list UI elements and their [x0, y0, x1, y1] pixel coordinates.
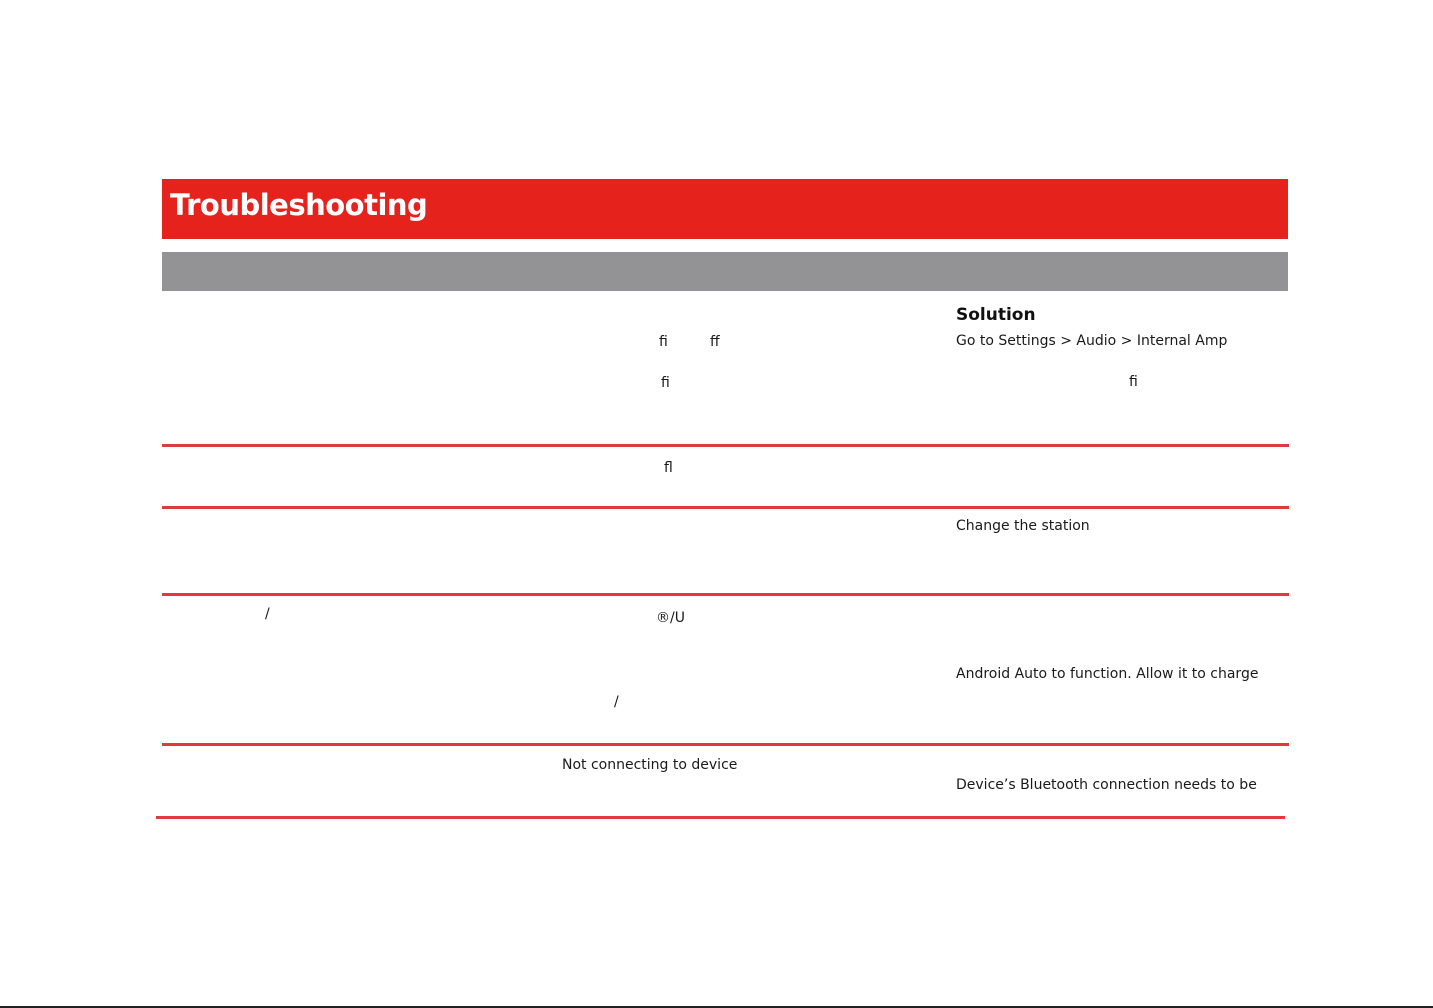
- row-divider-1: [162, 444, 1289, 447]
- row4-problem-slash: /: [614, 694, 619, 710]
- row1-solution-text: Go to Settings > Audio > Internal Amp: [956, 333, 1228, 349]
- row-divider-4: [162, 743, 1289, 746]
- row1-problem-ligature-fi: ﬁ: [659, 334, 668, 350]
- row4-item-slash: /: [265, 606, 270, 622]
- title-bar: [162, 179, 1288, 239]
- table-header-band: [162, 252, 1288, 291]
- row1-problem-ligature-fi-2: ﬁ: [661, 375, 670, 391]
- row-divider-2: [162, 506, 1289, 509]
- row3-solution-text: Change the station: [956, 518, 1090, 534]
- page-title: Troubleshooting: [170, 188, 428, 222]
- row1-solution-ligature: ﬁ: [1129, 374, 1138, 390]
- row2-problem-ligature: ﬂ: [664, 460, 673, 476]
- solution-column-header: Solution: [956, 305, 1036, 325]
- row4-solution-text: Android Auto to function. Allow it to charge: [956, 666, 1259, 682]
- row1-problem-ligature-ff: ﬀ: [710, 334, 720, 350]
- row-divider-3: [162, 593, 1289, 596]
- row5-solution-text: Device’s Bluetooth connection needs to be: [956, 777, 1257, 793]
- table-bottom-rule: [156, 816, 1285, 819]
- row4-problem-mark: ®/U: [656, 610, 685, 626]
- row5-problem-text: Not connecting to device: [562, 757, 738, 773]
